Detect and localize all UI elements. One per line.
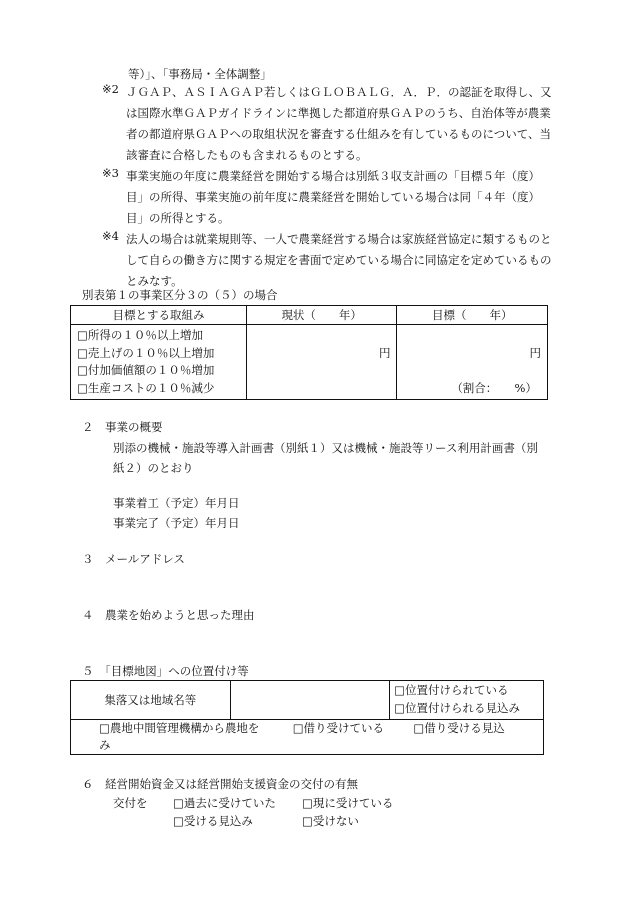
notes-list	[90, 82, 560, 292]
yen-unit: 円	[529, 346, 541, 360]
position-checkbox[interactable]: □位置付けられる見込み	[394, 700, 521, 715]
note-2	[90, 82, 560, 166]
note-4	[90, 229, 560, 292]
grant-lead: 交付を	[113, 796, 148, 810]
note-text: 法人の場合は就業規則等、一人で農業経営する場合は家族経営協定に類するものとして自らの働き方に関する規定を書面で定めている場合に同協定を定めているものとみなす。	[126, 232, 552, 288]
col-header: 目標とする取組み	[71, 306, 247, 325]
farmland-label[interactable]: □農地中間管理機構から農地を	[99, 721, 260, 735]
section-4-title: ４ 農業を始めようと思った理由	[82, 608, 255, 622]
table1-caption: 別表第１の事業区分３の（５）の場合	[82, 288, 278, 302]
overview-line-1: 別添の機械・施設等導入計画書（別紙１）又は機械・施設等リース利用計画書（別	[113, 441, 538, 455]
goal-checkbox[interactable]: □売上げの１０％以上増加	[77, 345, 215, 360]
target-map-table	[70, 680, 544, 755]
note-mark: ※4	[102, 229, 119, 243]
yen-unit: 円	[378, 346, 391, 360]
col-header: 目標（ 年）	[397, 306, 548, 325]
borrowing-checkbox[interactable]: □借り受けている	[292, 721, 385, 735]
note-mark: ※2	[102, 82, 119, 96]
col-header: 現状（ 年）	[246, 306, 397, 325]
grant-none-checkbox[interactable]: □受けない	[302, 814, 359, 828]
note-mark: ※3	[102, 166, 119, 180]
target-value-cell[interactable]	[397, 325, 548, 400]
goal-table	[70, 305, 548, 400]
section-5-title: ５ 「目標地図」への位置付け等	[82, 664, 249, 678]
area-name-input-cell[interactable]	[230, 681, 390, 720]
continuation-line: 等）」、「事務局・全体調整」	[128, 67, 272, 81]
current-value-cell[interactable]	[246, 325, 397, 400]
start-date-label: 事業着工（予定）年月日	[113, 496, 240, 510]
end-date-label: 事業完了（予定）年月日	[113, 516, 240, 530]
goal-options	[71, 325, 247, 400]
grant-current-checkbox[interactable]: □現に受けている	[302, 796, 394, 810]
overview-line-2: 紙２）のとおり	[113, 461, 194, 475]
area-label-cell: 集落又は地域名等	[71, 681, 231, 720]
plan-to-borrow-checkbox[interactable]: □借り受ける見込み	[99, 721, 505, 752]
note-text: 事業実施の年度に農業経営を開始する場合は別紙３収支計画の「目標５年（度）目」の所得、事業実施の前年度に農業経営を開始している場合は同「４年（度）目」の所得とする。	[126, 169, 540, 225]
section-3-title: ３ メールアドレス	[82, 552, 185, 566]
section-6-title: ６ 経営開始資金又は経営開始支援資金の交付の有無	[82, 777, 358, 791]
farmland-row	[71, 720, 544, 755]
grant-expected-checkbox[interactable]: □受ける見込み	[173, 814, 253, 828]
ratio-label: （割合： %）	[451, 381, 537, 395]
note-text: ＪＧＡＰ、ＡＳＩＡＧＡＰ若しくはＧＬＯＢＡＬＧ．Ａ．Ｐ．の認証を取得し、又は国際水準ＧＡＰガイドラインに準拠した都道府県ＧＡＰのうち、自治体等が農業者の都道府県ＧＡＰへの取組状況を審査する仕組みを有しているものについて、当該審査に合格したものも含まれるものとする。	[126, 85, 552, 162]
goal-checkbox[interactable]: □付加価値額の１０％増加	[77, 363, 215, 377]
section-2-title: ２ 事業の概要	[82, 420, 163, 434]
goal-checkbox[interactable]: □所得の１０％以上増加	[77, 328, 203, 342]
note-3	[90, 166, 560, 229]
position-checkbox[interactable]: □位置付けられている	[394, 683, 509, 697]
goal-checkbox[interactable]: □生産コストの１０％減少	[77, 380, 215, 395]
grant-past-checkbox[interactable]: □過去に受けていた	[173, 796, 276, 810]
position-options	[390, 681, 544, 720]
